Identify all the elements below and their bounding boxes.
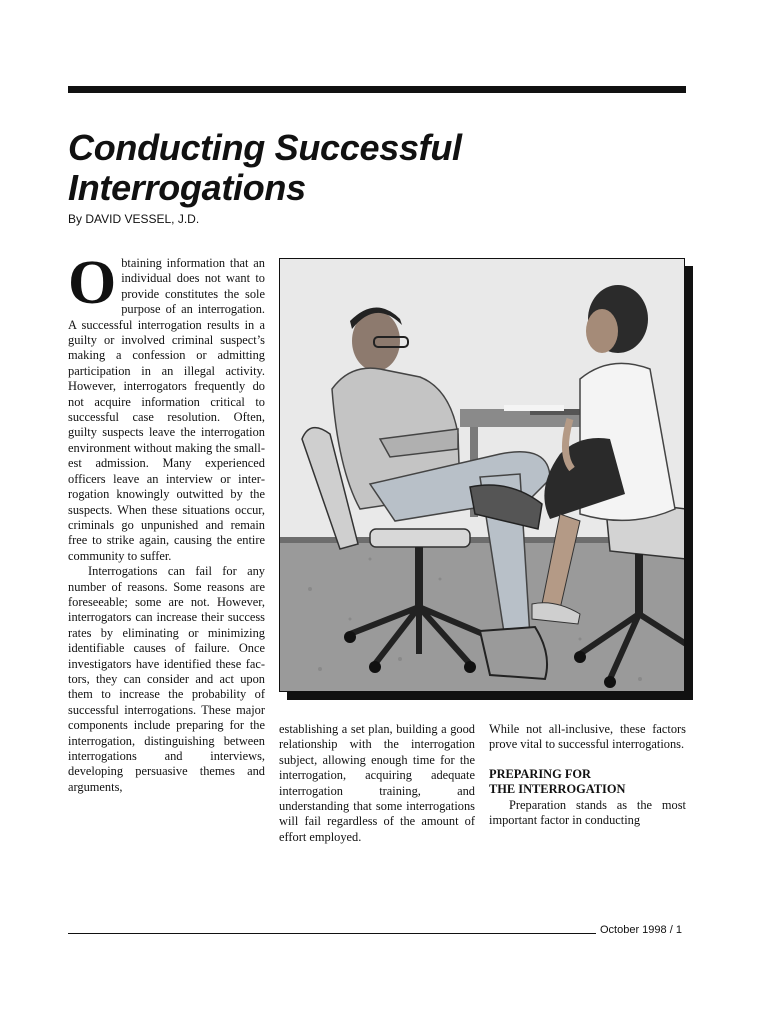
article-photo [279,258,693,700]
byline: By DAVID VESSEL, J.D. [68,212,200,226]
drop-cap: O [68,249,117,317]
top-rule [68,86,686,93]
column-3 [489,722,686,828]
interrogation-scene-illustration [280,259,685,692]
paragraph-failures: Interrogations can fail for any number of reasons. Some reasons are foreseeable; some are not. However, interrogators can increase their success rates by eliminating or minimizing identifiable causes of failure. Once investigators have identified these factors, they can consider and act upon them to increase the probability of successful interrogations. These major components include preparing for the interrogation, distinguishing between interrogations and interviews, developing persuasive themes and arguments, [68,564,265,794]
section-heading-line1: PREPARING FOR [489,766,591,781]
paragraph-components-cont: establishing a set plan, building a good relationship with the interrogation subject, allowing enough time for the interrogation, acquiring adequate interrogation training, and understanding that some interrogations will fail regardless of the amount of effort employed. [279,722,475,844]
article-title: Conducting Successful Interrogations [68,127,462,208]
column-2 [279,722,475,845]
paragraph-preparation: Preparation stands as the most important factor in conducting [489,797,686,828]
section-heading [489,767,686,798]
interrogation-photo [279,258,685,692]
intro-text: btaining information that an individual does not want to provide constitutes the sole purpose of an interrogation. A successful interrogation results in a guilty or involved criminal suspect’s making a confession or admitting participation in an illegal activity. However, interrogators frequently do not acquire information critical to successful case resolution. Often, guilty suspects leave the interrogation environment without making the smallest admission. Many experienced officers leave an interview or interrogation knowingly outwitted by the suspects. When these situations occur, criminals go unpunished and remain free to strike again, causing the entire community to suffer. [68,256,265,563]
footer-rule [68,933,596,934]
section-heading-line2: THE INTERROGATION [489,782,626,797]
footer-date-page: October 1998 / 1 [600,924,682,936]
paragraph-factors: While not all-inclusive, these factors prove vital to successful interrogations. [489,722,686,752]
paragraph-intro [68,249,265,564]
column-1 [68,249,265,795]
